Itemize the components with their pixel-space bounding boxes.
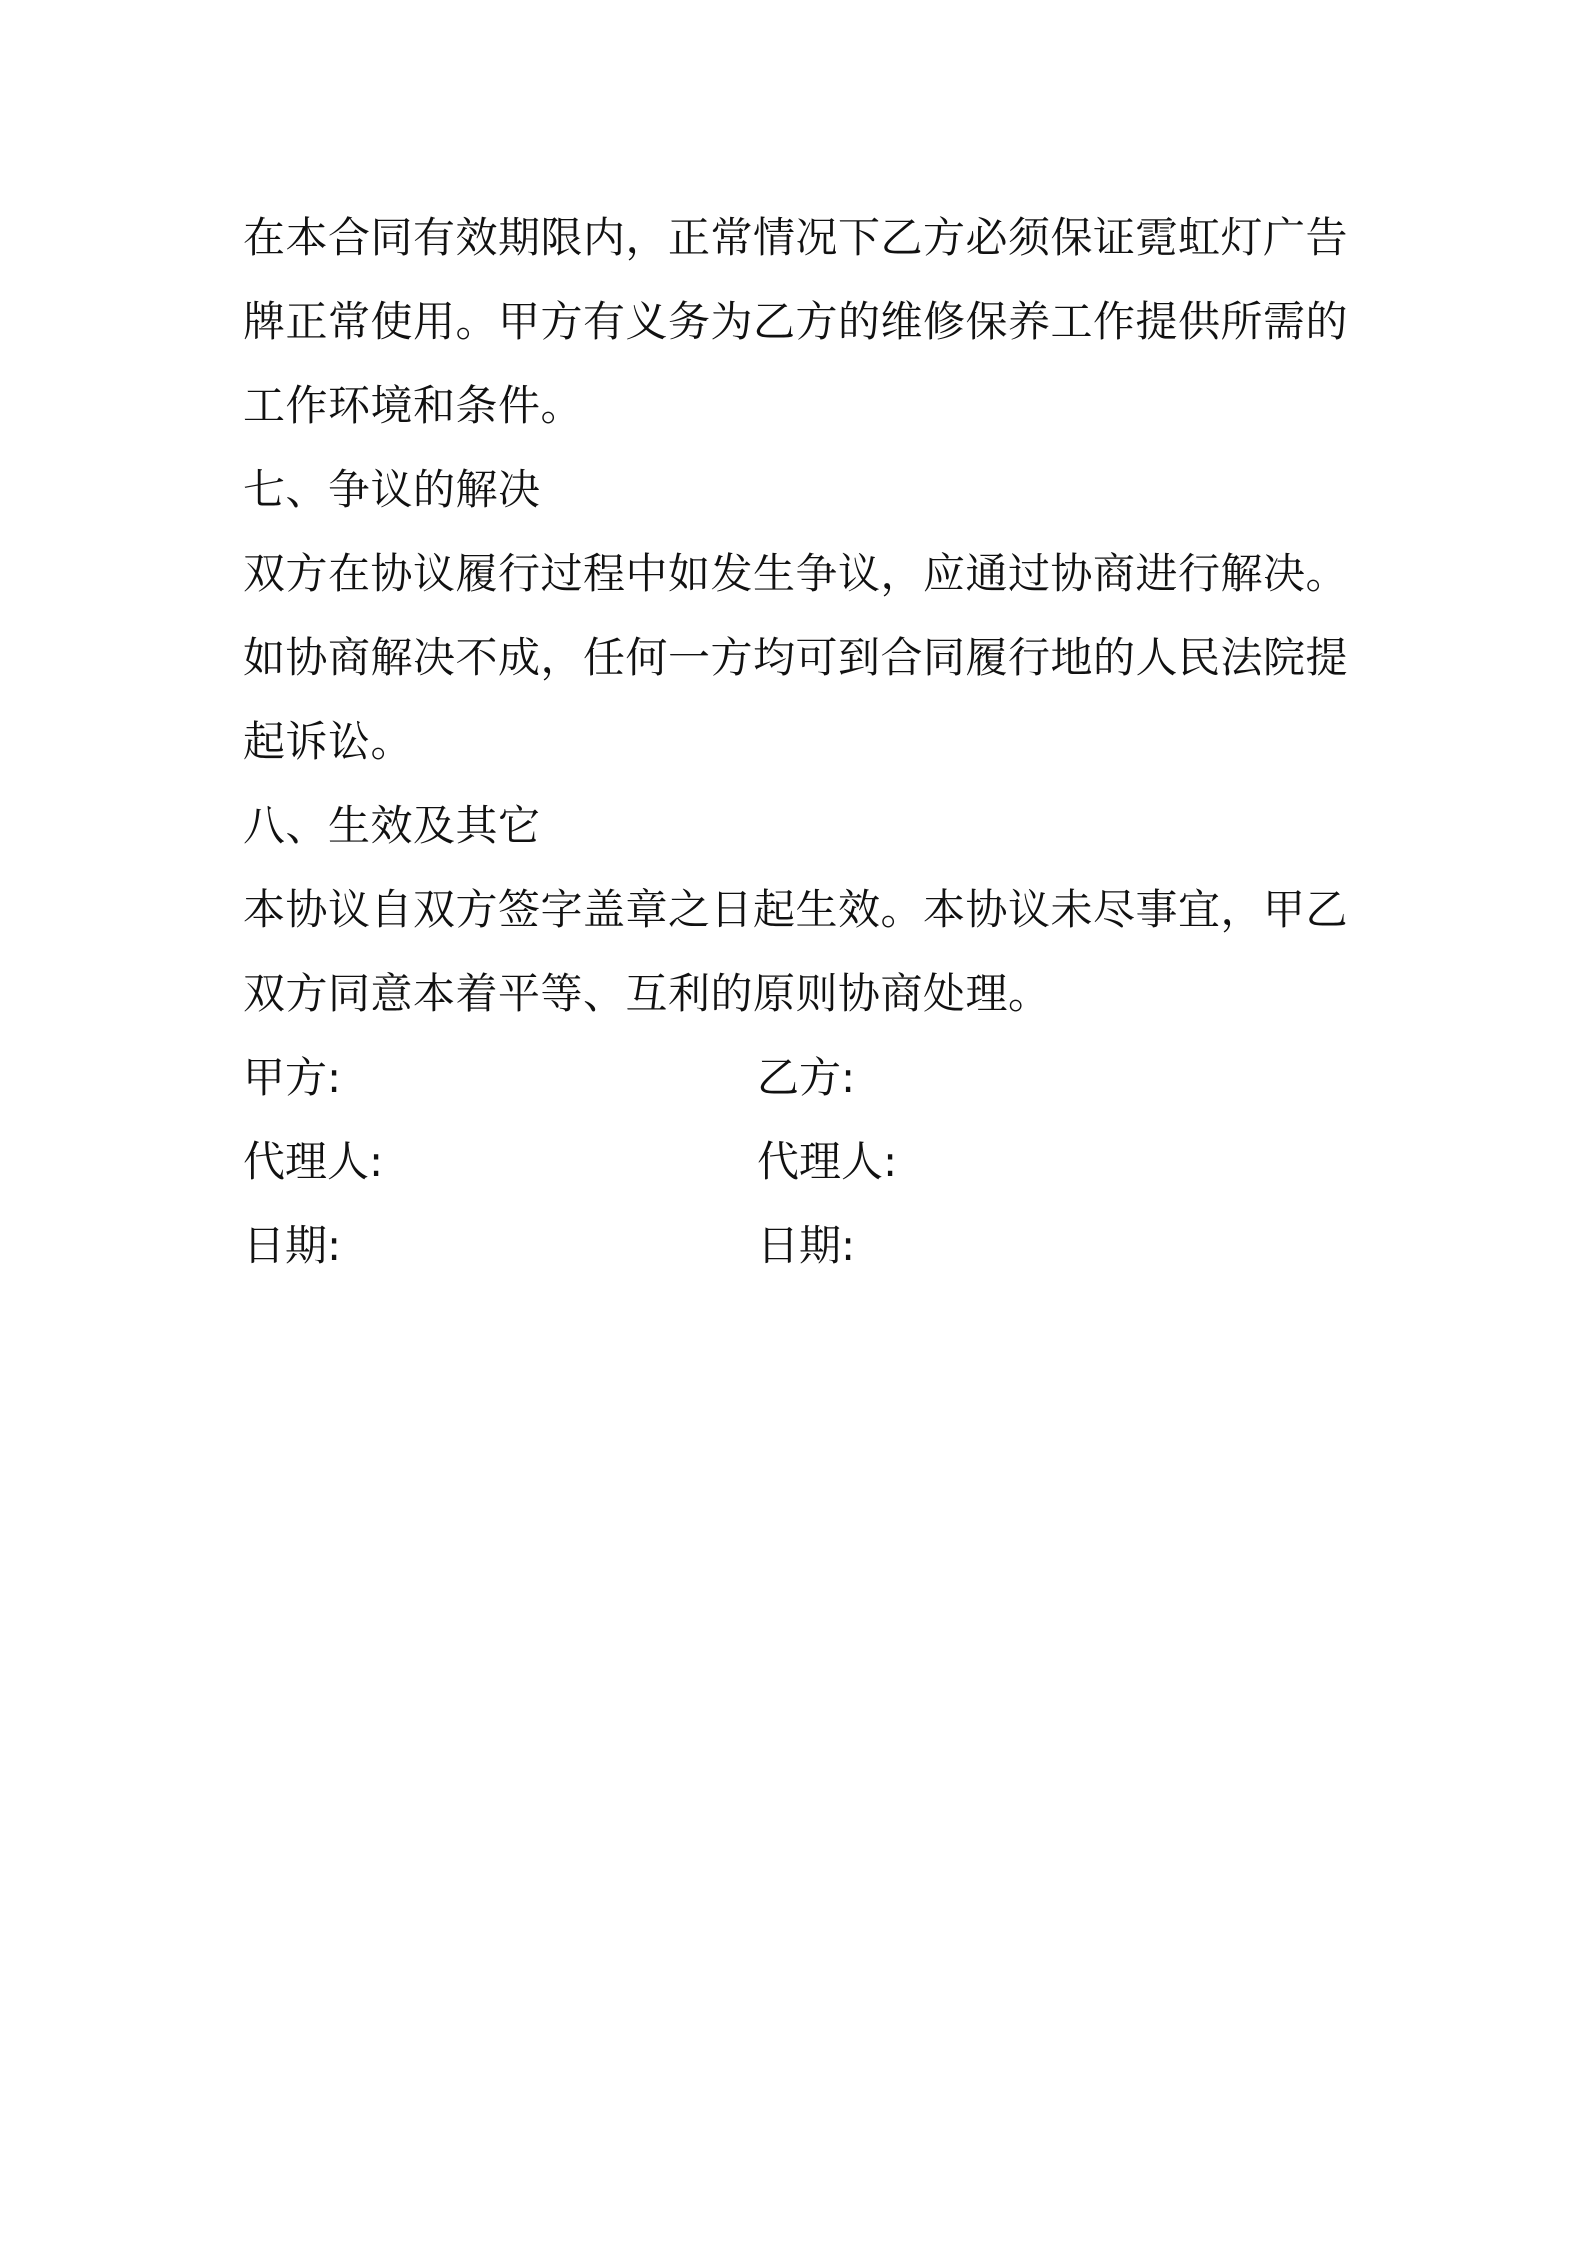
section-8-heading: 八、生效及其它 [243,801,541,850]
paragraph-line: 牌正常使用。甲方有义务为乙方的维修保养工作提供所需的 [243,297,1349,346]
paragraph-line: 如协商解决不成，任何一方均可到合同履行地的人民法院提 [243,633,1349,682]
section-7-heading: 七、争议的解决 [243,465,541,514]
section-8-body [243,868,1363,1036]
signature-block [243,1036,1363,1288]
signature-row-party [243,1036,1363,1120]
document-page [243,196,1363,1288]
date-b-label: 日期: [757,1221,856,1270]
paragraph-line: 本协议自双方签字盖章之日起生效。本协议未尽事宜，甲乙 [243,885,1349,934]
agent-a-label: 代理人: [243,1137,384,1186]
party-a-label: 甲方: [243,1053,342,1102]
paragraph-line: 双方在协议履行过程中如发生争议，应通过协商进行解决。 [243,549,1349,598]
signature-row-date [243,1204,1363,1288]
paragraph-line: 双方同意本着平等、互利的原则协商处理。 [243,969,1051,1018]
section-6-body [243,196,1363,448]
paragraph-line: 起诉讼。 [243,717,414,766]
paragraph-line: 工作环境和条件。 [243,381,584,430]
section-7-body [243,532,1363,784]
date-a-label: 日期: [243,1221,342,1270]
agent-b-label: 代理人: [757,1137,898,1186]
party-b-label: 乙方: [757,1053,856,1102]
signature-row-agent [243,1120,1363,1204]
paragraph-line: 在本合同有效期限内，正常情况下乙方必须保证霓虹灯广告 [243,213,1349,262]
